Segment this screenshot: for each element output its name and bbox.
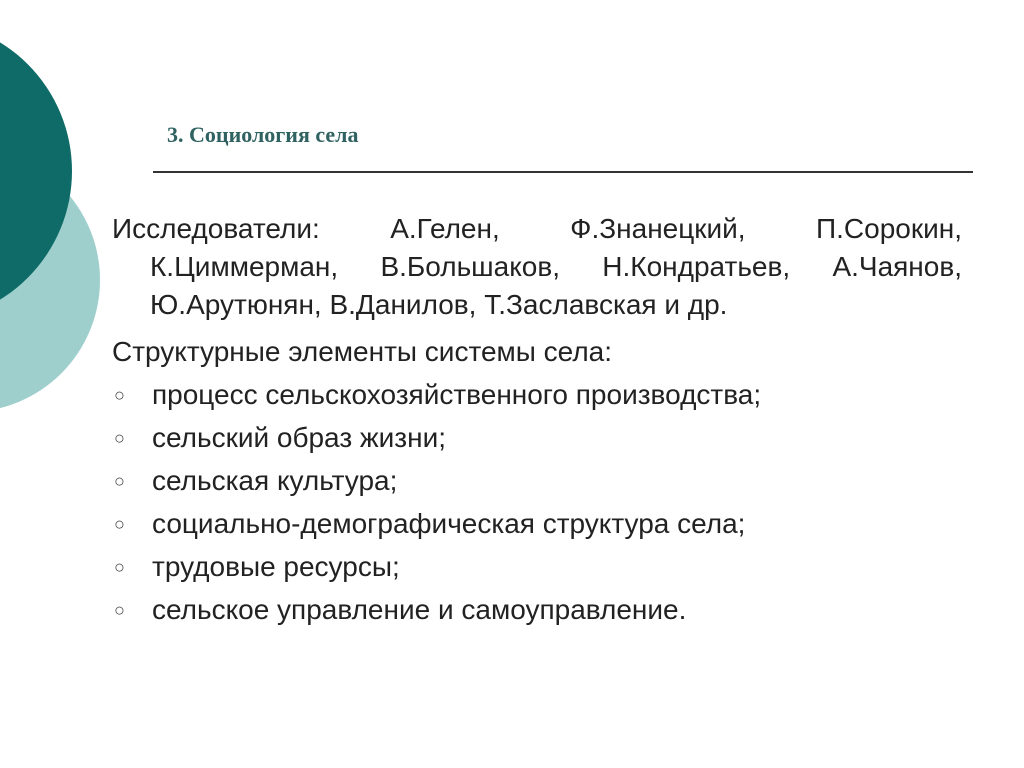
- circle-bullet-icon: ○: [114, 600, 125, 620]
- researchers-paragraph: Исследователи: А.Гелен, Ф.Знанецкий, П.Сорокин, К.Циммерман, В.Большаков, Н.Кондратьев, А.Чаянов, Ю.Арутюнян, В.Данилов, Т.Заславская и др.: [112, 213, 962, 320]
- slide-title: 3. Социология села: [167, 122, 359, 147]
- structural-elements-list: [112, 376, 962, 634]
- structural-elements-heading: Структурные элементы системы села:: [112, 336, 613, 367]
- list-item: [112, 462, 962, 505]
- decorative-circle-dark: [0, 20, 72, 322]
- list-item-text: процесс сельскохозяйственного производства;: [152, 379, 762, 410]
- circle-bullet-icon: ○: [114, 471, 125, 491]
- circle-bullet-icon: ○: [114, 385, 125, 405]
- circle-bullet-icon: ○: [114, 557, 125, 577]
- title-divider: [153, 171, 973, 173]
- circle-bullet-icon: ○: [114, 514, 125, 534]
- decorative-circle-light: [0, 148, 100, 412]
- slide-content: [112, 210, 962, 634]
- list-item: [112, 548, 962, 591]
- list-item: [112, 591, 962, 634]
- list-item-text: трудовые ресурсы;: [152, 551, 400, 582]
- list-item-text: сельское управление и самоуправление.: [152, 594, 687, 625]
- list-item-text: сельский образ жизни;: [152, 422, 447, 453]
- list-item-text: сельская культура;: [152, 465, 398, 496]
- list-item: [112, 419, 962, 462]
- list-item-text: социально-демографическая структура села;: [152, 508, 746, 539]
- circle-bullet-icon: ○: [114, 428, 125, 448]
- list-item: [112, 505, 962, 548]
- list-item: [112, 376, 962, 419]
